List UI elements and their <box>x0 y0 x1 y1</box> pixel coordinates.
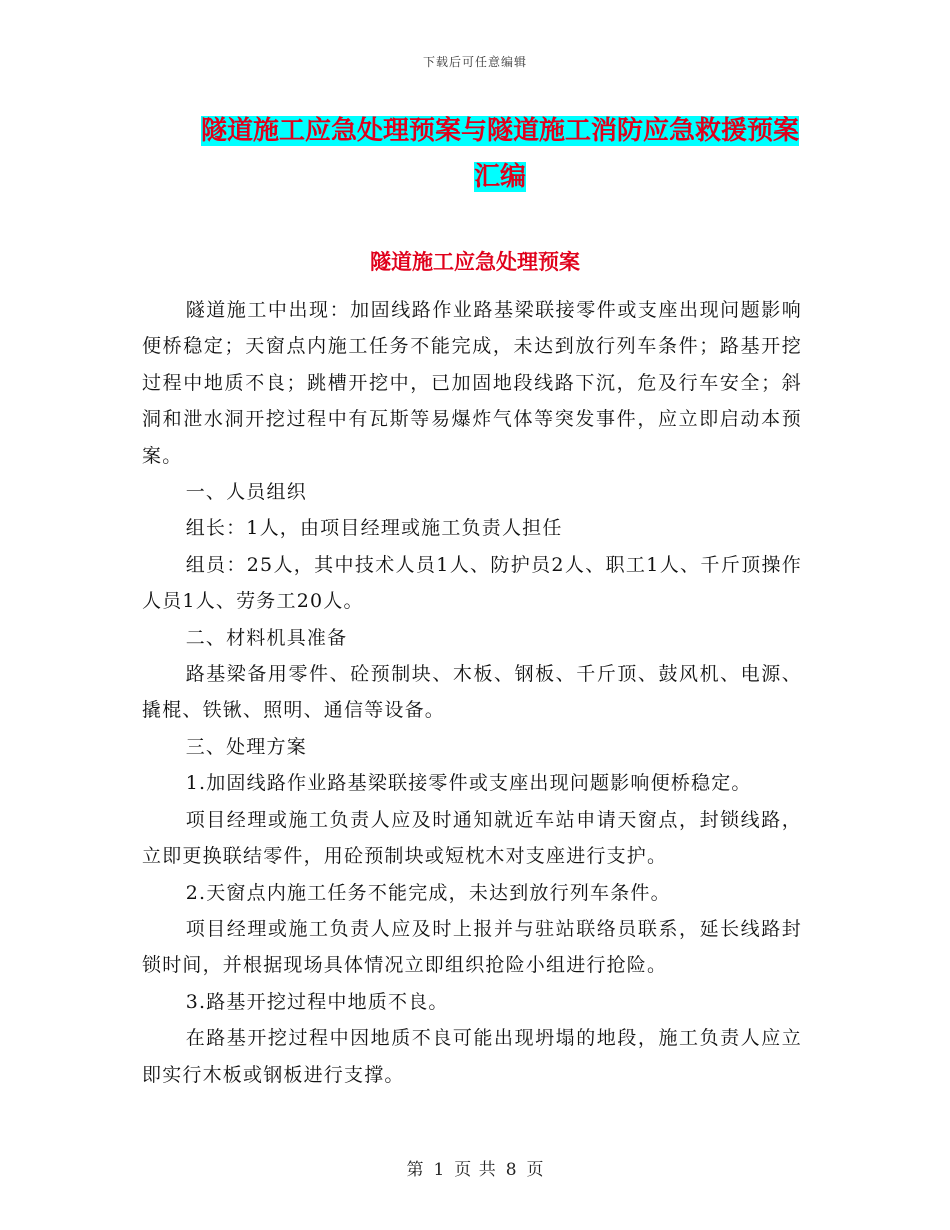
plan-item-1-detail: 项目经理或施工负责人应及时通知就近车站申请天窗点，封锁线路，立即更换联结零件，用砼预制块或短枕木对支座进行支护。 <box>142 808 802 868</box>
page-footer <box>0 1155 950 1180</box>
footer-suffix: 页 <box>526 1160 544 1180</box>
title-highlight-1: 隧道施工应急处理预案与隧道施工消防应急救援预案 <box>200 116 799 146</box>
document-title <box>120 108 880 200</box>
paragraph-members: 组员：25人，其中技术人员1人、防护员2人、职工1人、千斤顶操作人员1人、劳务工20人。 <box>142 553 802 613</box>
document-title-line-2 <box>120 154 880 200</box>
heading-personnel: 一、人员组织 <box>185 481 307 504</box>
document-body <box>142 292 802 1093</box>
plan-item-3-detail: 在路基开挖过程中因地质不良可能出现坍塌的地段，施工负责人应立即实行木板或钢板进行支撑。 <box>142 1027 802 1086</box>
footer-mid: 页 共 <box>454 1160 496 1180</box>
footer-prefix: 第 <box>406 1160 424 1180</box>
title-highlight-2: 汇编 <box>473 162 526 192</box>
plan-item-1: 1.加固线路作业路基梁联接零件或支座出现问题影响便桥稳定。 <box>185 772 752 795</box>
paragraph-leader: 组长：1人，由项目经理或施工负责人担任 <box>185 517 563 540</box>
footer-total-pages: 8 <box>505 1160 517 1180</box>
document-title-line-1 <box>120 108 880 154</box>
plan-item-2: 2.天窗点内施工任务不能完成，未达到放行列车条件。 <box>185 881 671 904</box>
header-note: 下载后可任意编辑 <box>422 55 527 69</box>
section-title: 隧道施工应急处理预案 <box>370 250 580 274</box>
paragraph-intro: 隧道施工中出现：加固线路作业路基梁联接零件或支座出现问题影响便桥稳定；天窗点内施工任务不能完成，未达到放行列车条件；路基开挖过程中地质不良；跳槽开挖中，已加固地段线路下沉，危及行车安全；斜洞和泄水洞开挖过程中有瓦斯等易爆炸气体等突发事件，应立即启动本预案。 <box>142 299 802 467</box>
plan-item-2-detail: 项目经理或施工负责人应及时上报并与驻站联络员联系，延长线路封锁时间，并根据现场具体情况立即组织抢险小组进行抢险。 <box>142 917 802 977</box>
paragraph-materials: 路基梁备用零件、砼预制块、木板、钢板、千斤顶、鼓风机、电源、撬棍、铁锹、照明、通信等设备。 <box>142 663 802 722</box>
heading-plan: 三、处理方案 <box>185 735 307 758</box>
heading-materials: 二、材料机具准备 <box>185 626 348 649</box>
footer-page-number: 1 <box>433 1160 445 1180</box>
plan-item-3: 3.路基开挖过程中地质不良。 <box>185 990 449 1013</box>
